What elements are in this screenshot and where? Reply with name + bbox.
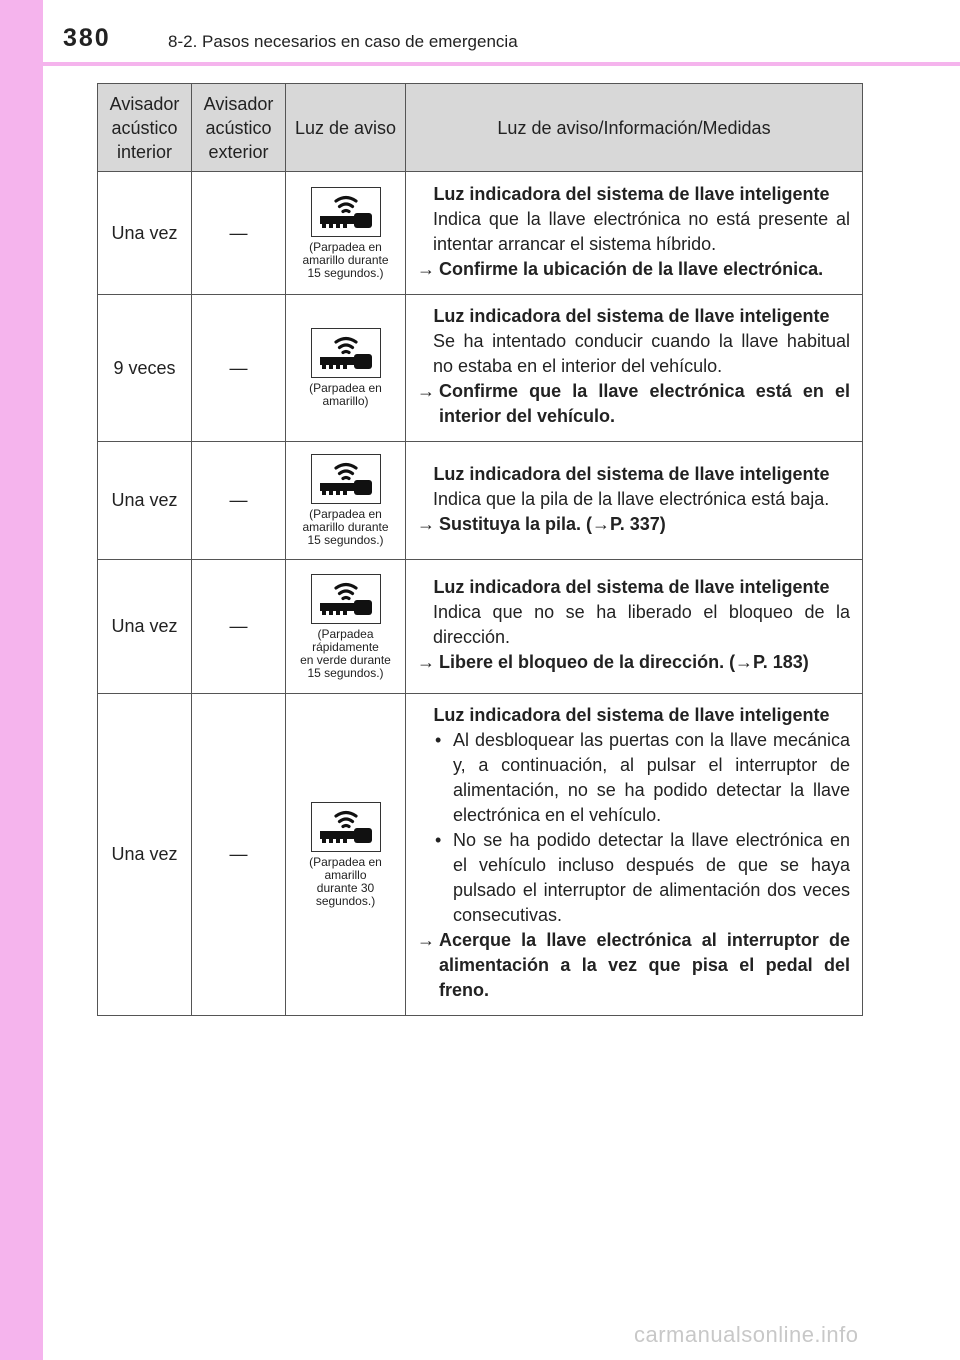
warning-light-cell — [286, 172, 406, 295]
watermark: carmanualsonline.info — [634, 1322, 859, 1347]
blink-note-line: durante 30 — [316, 880, 375, 895]
arrow-right-icon: → — [417, 258, 435, 279]
action-text: Confirme que la llave electrónica está en el interior del vehículo. — [439, 381, 850, 426]
exterior-buzzer-cell: — — [192, 172, 286, 295]
smart-key-indicator-icon — [311, 802, 381, 852]
col-header-interior-buzzer: Avisador acústico interior — [98, 84, 192, 172]
warning-light-cell — [286, 694, 406, 1016]
table-header-row — [98, 84, 863, 172]
details-cell — [406, 295, 863, 442]
info-title: Luz indicadora del sistema de llave inteligente — [433, 463, 830, 484]
col-header-exterior-buzzer: Avisador acústico exterior — [192, 84, 286, 172]
info-bullet-list — [413, 728, 850, 928]
exterior-buzzer-cell: — — [192, 560, 286, 694]
list-item — [413, 828, 850, 928]
blink-note — [288, 241, 403, 280]
blink-note-line: rápidamente — [312, 639, 379, 654]
table-row — [98, 694, 863, 1016]
info-title: Luz indicadora del sistema de llave inteligente — [433, 306, 830, 326]
info-description: Se ha intentado conducir cuando la llave habitual no estaba en el interior del vehículo. — [433, 331, 850, 376]
details-cell — [406, 560, 863, 694]
warning-light-cell — [286, 295, 406, 442]
info-action — [413, 257, 850, 282]
info-action — [413, 650, 850, 675]
info-description: Indica que la llave electrónica no está presente al intentar arrancar el sistema híbrido. — [433, 208, 850, 254]
details-cell — [406, 172, 863, 295]
action-text: Sustituya la pila. (→P. 337) — [439, 513, 666, 534]
blink-note-line: 15 segundos.) — [307, 265, 384, 280]
bullet-icon: • — [435, 830, 442, 850]
info-title: Luz indicadora del sistema de llave inteligente — [433, 705, 830, 725]
exterior-buzzer-cell: — — [192, 694, 286, 1016]
action-text: Acerque la llave electrónica al interruptor de alimentación a la vez que pisa el pedal del freno. — [439, 930, 850, 1000]
blink-note-line: en verde durante — [300, 652, 391, 667]
blink-note-line: 15 segundos.) — [307, 533, 384, 547]
blink-note-line: 15 segundos.) — [307, 665, 384, 680]
exterior-buzzer-cell: — — [192, 295, 286, 442]
table-row — [98, 295, 863, 442]
blink-note-line: (Parpadea en — [309, 854, 382, 869]
arrow-right-icon: → — [417, 930, 435, 950]
info-action — [413, 379, 850, 429]
action-text: Confirme la ubicación de la llave electrónica. — [439, 258, 824, 279]
interior-buzzer-cell: Una vez — [98, 560, 192, 694]
bullet-text: Al desbloquear las puertas con la llave mecánica y, a continuación, al pulsar el interruptor de alimentación, no se ha podido detectar la llave electrónica en el vehículo. — [453, 730, 850, 825]
page-number: 380 — [63, 24, 111, 52]
table-row — [98, 172, 863, 295]
col-header-warning-light: Luz de aviso — [286, 84, 406, 172]
info-title: Luz indicadora del sistema de llave inteligente — [433, 577, 830, 597]
exterior-buzzer-cell: — — [192, 442, 286, 560]
info-description: Indica que la pila de la llave electrónica está baja. — [433, 488, 830, 509]
blink-note — [288, 856, 403, 908]
interior-buzzer-cell: Una vez — [98, 172, 192, 295]
arrow-right-icon: → — [417, 381, 435, 401]
list-item — [413, 728, 850, 828]
interior-buzzer-cell: Una vez — [98, 442, 192, 560]
blink-note-line: amarillo durante — [302, 520, 389, 534]
info-action — [413, 512, 850, 537]
arrow-right-icon: → — [417, 513, 435, 534]
header-rule — [43, 62, 960, 66]
blink-note-line: (Parpadea en — [309, 239, 382, 254]
blink-note-line: amarillo — [324, 867, 367, 882]
blink-note-line: (Parpadea — [317, 626, 374, 641]
blink-note — [288, 382, 403, 408]
details-cell — [406, 442, 863, 560]
table-row — [98, 560, 863, 694]
blink-note-line: amarillo) — [322, 394, 369, 408]
details-cell — [406, 694, 863, 1016]
table-row — [98, 442, 863, 560]
interior-buzzer-cell: Una vez — [98, 694, 192, 1016]
arrow-right-icon: → — [417, 652, 435, 672]
blink-note — [288, 508, 403, 547]
section-title: 8-2. Pasos necesarios en caso de emergencia — [168, 32, 518, 51]
smart-key-indicator-icon — [311, 328, 381, 378]
warning-light-cell — [286, 560, 406, 694]
warning-table — [97, 83, 863, 1016]
smart-key-indicator-icon — [311, 574, 381, 624]
blink-note-line: amarillo durante — [302, 252, 389, 267]
col-header-details: Luz de aviso/Información/Medidas — [406, 84, 863, 172]
blink-note-line: segundos.) — [315, 893, 376, 908]
blink-note-line: (Parpadea en — [309, 507, 382, 521]
smart-key-indicator-icon — [311, 187, 381, 237]
blink-note-line: (Parpadea en — [309, 381, 382, 395]
smart-key-indicator-icon — [311, 454, 381, 504]
info-action — [413, 928, 850, 1003]
blink-note — [288, 628, 403, 680]
info-title: Luz indicadora del sistema de llave inteligente — [433, 183, 830, 204]
interior-buzzer-cell: 9 veces — [98, 295, 192, 442]
bullet-icon: • — [435, 730, 442, 750]
side-tab-bar — [0, 0, 43, 1360]
action-text: Libere el bloqueo de la dirección. (→P. 183) — [439, 652, 809, 672]
info-description: Indica que no se ha liberado el bloqueo de la dirección. — [433, 602, 850, 647]
bullet-text: No se ha podido detectar la llave electrónica en el vehículo incluso después de que se haya pulsado el interruptor de alimentación dos veces consecutivas. — [453, 830, 850, 925]
warning-light-cell — [286, 442, 406, 560]
